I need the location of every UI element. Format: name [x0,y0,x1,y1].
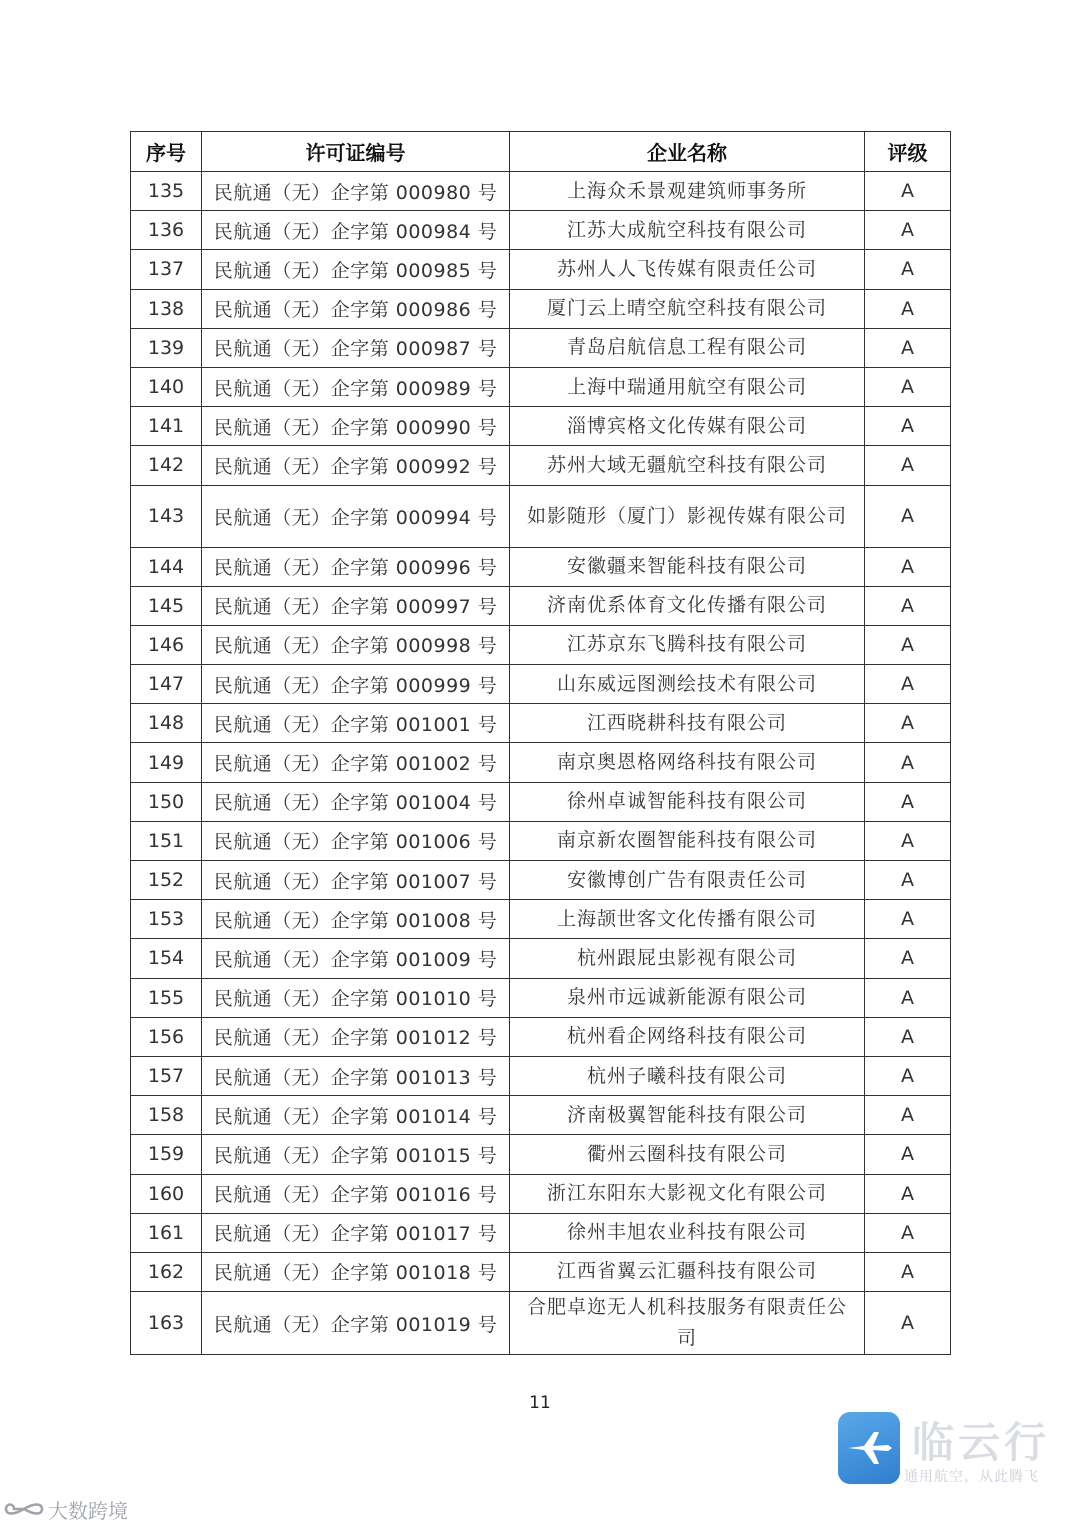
row-serial-cell: 141 [131,407,202,446]
row-license-cell: 民航通（无）企字第 000992 号 [202,446,510,485]
table-row [131,743,951,782]
row-license-cell: 民航通（无）企字第 001001 号 [202,704,510,743]
row-company-cell: 杭州跟屁虫影视有限公司 [510,939,865,978]
logo-title: 临云行 [912,1418,1051,1467]
row-license-cell: 民航通（无）企字第 001015 号 [202,1135,510,1174]
row-license-cell: 民航通（无）企字第 000998 号 [202,625,510,664]
table-row [131,446,951,485]
row-rating-cell: A [865,704,951,743]
header-serial: 序号 [131,132,202,172]
row-company-cell: 杭州子曦科技有限公司 [510,1056,865,1095]
table-row [131,547,951,586]
logo-mark [838,1412,900,1484]
row-rating-cell: A [865,586,951,625]
watermark-text: 大数跨境 [48,1498,128,1523]
row-license-cell: 民航通（无）企字第 001010 号 [202,978,510,1017]
row-license-cell: 民航通（无）企字第 000997 号 [202,586,510,625]
row-serial-cell: 151 [131,821,202,860]
row-company-cell: 衢州云圈科技有限公司 [510,1135,865,1174]
row-rating-cell: A [865,665,951,704]
header-company-name: 企业名称 [510,132,865,172]
row-serial-cell: 140 [131,367,202,406]
row-license-cell: 民航通（无）企字第 000989 号 [202,367,510,406]
row-license-cell: 民航通（无）企字第 001019 号 [202,1292,510,1355]
row-license-cell: 民航通（无）企字第 001014 号 [202,1096,510,1135]
row-license-cell: 民航通（无）企字第 001009 号 [202,939,510,978]
row-rating-cell: A [865,250,951,289]
row-rating-cell: A [865,328,951,367]
row-license-cell: 民航通（无）企字第 001002 号 [202,743,510,782]
row-rating-cell: A [865,367,951,406]
table-row [131,289,951,328]
table-row [131,1174,951,1213]
table-header-row [131,132,951,172]
row-license-cell: 民航通（无）企字第 000990 号 [202,407,510,446]
row-rating-cell: A [865,861,951,900]
table-row [131,250,951,289]
page-number: 11 [529,1393,551,1413]
infinity-icon [4,1499,44,1519]
table-row [131,211,951,250]
row-company-cell: 上海中瑞通用航空有限公司 [510,367,865,406]
table-row [131,704,951,743]
row-serial-cell: 149 [131,743,202,782]
table-row [131,782,951,821]
row-license-cell: 民航通（无）企字第 001017 号 [202,1213,510,1252]
row-rating-cell: A [865,900,951,939]
row-company-cell: 淄博宾格文化传媒有限公司 [510,407,865,446]
row-rating-cell: A [865,1135,951,1174]
table-row [131,665,951,704]
license-table-container [130,131,950,1355]
row-company-cell: 安徽博创广告有限责任公司 [510,861,865,900]
row-serial-cell: 152 [131,861,202,900]
table-row [131,1213,951,1252]
row-serial-cell: 137 [131,250,202,289]
table-row [131,1292,951,1355]
watermark [4,1494,128,1524]
license-table [130,131,951,1355]
row-company-cell: 江西晓耕科技有限公司 [510,704,865,743]
row-company-cell: 山东威远图测绘技术有限公司 [510,665,865,704]
row-company-cell: 浙江东阳东大影视文化有限公司 [510,1174,865,1213]
table-row [131,485,951,547]
row-company-cell: 安徽疆来智能科技有限公司 [510,547,865,586]
table-row [131,821,951,860]
row-license-cell: 民航通（无）企字第 001004 号 [202,782,510,821]
table-row [131,1252,951,1291]
table-row [131,172,951,211]
row-license-cell: 民航通（无）企字第 001008 号 [202,900,510,939]
table-row [131,900,951,939]
row-company-cell: 泉州市远诚新能源有限公司 [510,978,865,1017]
row-license-cell: 民航通（无）企字第 000985 号 [202,250,510,289]
table-row [131,978,951,1017]
row-license-cell: 民航通（无）企字第 001006 号 [202,821,510,860]
table-row [131,1056,951,1095]
row-company-cell: 上海颉世客文化传播有限公司 [510,900,865,939]
row-serial-cell: 145 [131,586,202,625]
row-company-cell: 如影随形（厦门）影视传媒有限公司 [510,485,865,547]
row-serial-cell: 156 [131,1017,202,1056]
row-serial-cell: 143 [131,485,202,547]
row-serial-cell: 150 [131,782,202,821]
row-company-cell: 苏州大域无疆航空科技有限公司 [510,446,865,485]
row-rating-cell: A [865,172,951,211]
row-license-cell: 民航通（无）企字第 000987 号 [202,328,510,367]
row-serial-cell: 162 [131,1252,202,1291]
row-company-cell: 合肥卓迩无人机科技服务有限责任公司 [510,1292,865,1355]
row-serial-cell: 136 [131,211,202,250]
row-company-cell: 杭州看企网络科技有限公司 [510,1017,865,1056]
row-rating-cell: A [865,1017,951,1056]
row-rating-cell: A [865,547,951,586]
table-row [131,1017,951,1056]
row-serial-cell: 139 [131,328,202,367]
row-rating-cell: A [865,1213,951,1252]
row-license-cell: 民航通（无）企字第 000980 号 [202,172,510,211]
row-license-cell: 民航通（无）企字第 001016 号 [202,1174,510,1213]
brand-logo [838,1410,1068,1490]
row-rating-cell: A [865,1096,951,1135]
row-rating-cell: A [865,211,951,250]
row-license-cell: 民航通（无）企字第 001018 号 [202,1252,510,1291]
row-serial-cell: 155 [131,978,202,1017]
row-license-cell: 民航通（无）企字第 000984 号 [202,211,510,250]
header-rating: 评级 [865,132,951,172]
row-rating-cell: A [865,978,951,1017]
row-rating-cell: A [865,1252,951,1291]
row-license-cell: 民航通（无）企字第 001013 号 [202,1056,510,1095]
row-company-cell: 济南优系体育文化传播有限公司 [510,586,865,625]
row-license-cell: 民航通（无）企字第 001007 号 [202,861,510,900]
table-row [131,1096,951,1135]
row-company-cell: 江苏大成航空科技有限公司 [510,211,865,250]
row-company-cell: 厦门云上晴空航空科技有限公司 [510,289,865,328]
row-serial-cell: 147 [131,665,202,704]
row-company-cell: 江西省翼云汇疆科技有限公司 [510,1252,865,1291]
table-row [131,861,951,900]
row-rating-cell: A [865,1292,951,1355]
table-row [131,586,951,625]
table-body [131,172,951,1355]
row-license-cell: 民航通（无）企字第 000999 号 [202,665,510,704]
row-company-cell: 南京新农圈智能科技有限公司 [510,821,865,860]
row-serial-cell: 135 [131,172,202,211]
table-row [131,328,951,367]
row-rating-cell: A [865,1056,951,1095]
row-rating-cell: A [865,743,951,782]
row-serial-cell: 157 [131,1056,202,1095]
row-serial-cell: 148 [131,704,202,743]
row-rating-cell: A [865,939,951,978]
row-rating-cell: A [865,625,951,664]
row-serial-cell: 159 [131,1135,202,1174]
row-serial-cell: 158 [131,1096,202,1135]
row-rating-cell: A [865,407,951,446]
airplane-icon [844,1426,894,1470]
row-serial-cell: 153 [131,900,202,939]
row-company-cell: 苏州人人飞传媒有限责任公司 [510,250,865,289]
row-license-cell: 民航通（无）企字第 001012 号 [202,1017,510,1056]
row-rating-cell: A [865,821,951,860]
row-serial-cell: 144 [131,547,202,586]
row-license-cell: 民航通（无）企字第 000994 号 [202,485,510,547]
row-license-cell: 民航通（无）企字第 000986 号 [202,289,510,328]
row-company-cell: 南京奥恩格网络科技有限公司 [510,743,865,782]
row-serial-cell: 142 [131,446,202,485]
row-serial-cell: 163 [131,1292,202,1355]
row-serial-cell: 146 [131,625,202,664]
row-rating-cell: A [865,485,951,547]
row-company-cell: 青岛启航信息工程有限公司 [510,328,865,367]
table-row [131,625,951,664]
row-rating-cell: A [865,782,951,821]
table-row [131,1135,951,1174]
row-company-cell: 济南极翼智能科技有限公司 [510,1096,865,1135]
row-company-cell: 江苏京东飞腾科技有限公司 [510,625,865,664]
table-row [131,367,951,406]
header-license-number: 许可证编号 [202,132,510,172]
row-rating-cell: A [865,289,951,328]
row-company-cell: 徐州卓诚智能科技有限公司 [510,782,865,821]
row-rating-cell: A [865,1174,951,1213]
row-serial-cell: 161 [131,1213,202,1252]
table-row [131,407,951,446]
row-serial-cell: 154 [131,939,202,978]
row-company-cell: 徐州丰旭农业科技有限公司 [510,1213,865,1252]
row-license-cell: 民航通（无）企字第 000996 号 [202,547,510,586]
row-rating-cell: A [865,446,951,485]
table-row [131,939,951,978]
row-serial-cell: 160 [131,1174,202,1213]
row-serial-cell: 138 [131,289,202,328]
logo-slogan: 通用航空，从此腾飞 [904,1469,1039,1485]
row-company-cell: 上海众禾景观建筑师事务所 [510,172,865,211]
